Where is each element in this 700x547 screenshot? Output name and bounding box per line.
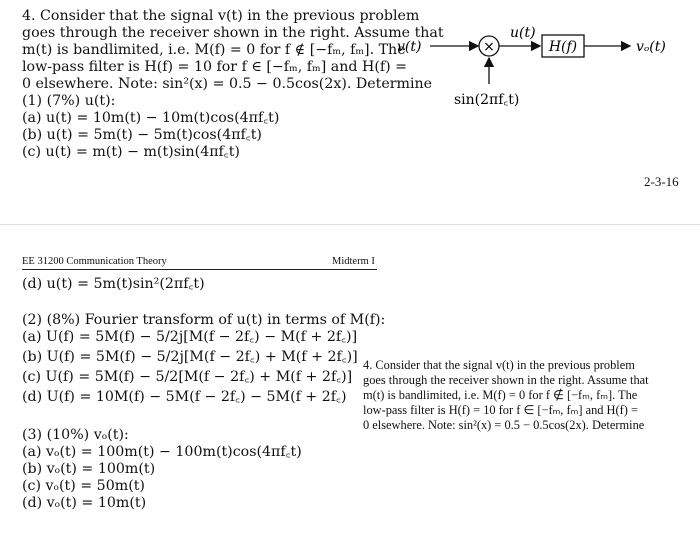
q3-option-b: (b) vₒ(t) = 100m(t) [22, 461, 156, 477]
q1-option-d: (d) u(t) = 5m(t)sin²(2πf꜀t) [22, 276, 205, 292]
q2-option-d: (d) U(f) = 10M(f) − 5M(f − 2f꜀) − 5M(f + 2f꜀) [22, 389, 347, 405]
q3-option-c: (c) vₒ(t) = 50m(t) [22, 478, 145, 494]
question-1-title: (1) (7%) u(t): [22, 93, 116, 109]
q3-option-a: (a) vₒ(t) = 100m(t) − 100m(t)cos(4πf꜀t) [22, 444, 302, 460]
q1-option-b: (b) u(t) = 5m(t) − 5m(t)cos(4πf꜀t) [22, 127, 262, 143]
problem-id: 2-3-16 [644, 174, 679, 189]
receiver-diagram-svg [392, 20, 692, 120]
problem-line-1: 4. Consider that the signal v(t) in the previous problem [22, 8, 420, 24]
mid-label: u(t) [510, 25, 536, 41]
problem-line-5: 0 elsewhere. Note: sin²(x) = 0.5 − 0.5cos(2x). Determine [22, 76, 433, 92]
carrier-label: sin(2πf꜀t) [454, 92, 520, 108]
receiver-diagram [392, 20, 692, 120]
page-divider [0, 224, 700, 225]
repeat-line-3: m(t) is bandlimited, i.e. M(f) = 0 for f ∉ [−fₘ, fₘ]. The [363, 388, 638, 402]
q2-option-a: (a) U(f) = 5M(f) − 5/2j[M(f − 2f꜀) − M(f + 2f꜀)] [22, 329, 358, 345]
q2-option-b: (b) U(f) = 5M(f) − 5/2j[M(f − 2f꜀) + M(f + 2f꜀)] [22, 349, 358, 365]
header-rule [22, 269, 377, 270]
repeat-line-1: 4. Consider that the signal v(t) in the previous problem [363, 358, 635, 372]
question-3-title: (3) (10%) vₒ(t): [22, 427, 129, 443]
q2-option-c: (c) U(f) = 5M(f) − 5/2[M(f − 2f꜀) + M(f + 2f꜀)] [22, 369, 353, 385]
filter-label: H(f) [548, 39, 578, 55]
repeat-line-2: goes through the receiver shown in the right. Assume that [363, 373, 649, 387]
exam-header: Midterm I [332, 256, 375, 267]
q1-option-c: (c) u(t) = m(t) − m(t)sin(4πf꜀t) [22, 144, 240, 160]
input-label: v(t) [397, 39, 422, 55]
problem-line-2: goes through the receiver shown in the right. Assume that [22, 25, 444, 41]
course-header: EE 31200 Communication Theory [22, 256, 167, 267]
problem-line-4: low-pass filter is H(f) = 10 for f ∈ [−fₘ, fₘ] and H(f) = [22, 59, 408, 75]
repeat-line-5: 0 elsewhere. Note: sin²(x) = 0.5 − 0.5cos(2x). Determine [363, 418, 645, 432]
mixer-symbol: × [483, 39, 495, 55]
repeat-line-4: low-pass filter is H(f) = 10 for f ∈ [−fₘ, fₘ] and H(f) = [363, 403, 638, 417]
question-2-title: (2) (8%) Fourier transform of u(t) in terms of M(f): [22, 312, 386, 328]
q3-option-d: (d) vₒ(t) = 10m(t) [22, 495, 147, 511]
output-label: vₒ(t) [636, 39, 666, 55]
q1-option-a: (a) u(t) = 10m(t) − 10m(t)cos(4πf꜀t) [22, 110, 280, 126]
problem-line-3: m(t) is bandlimited, i.e. M(f) = 0 for f ∉ [−fₘ, fₘ]. The [22, 42, 406, 58]
